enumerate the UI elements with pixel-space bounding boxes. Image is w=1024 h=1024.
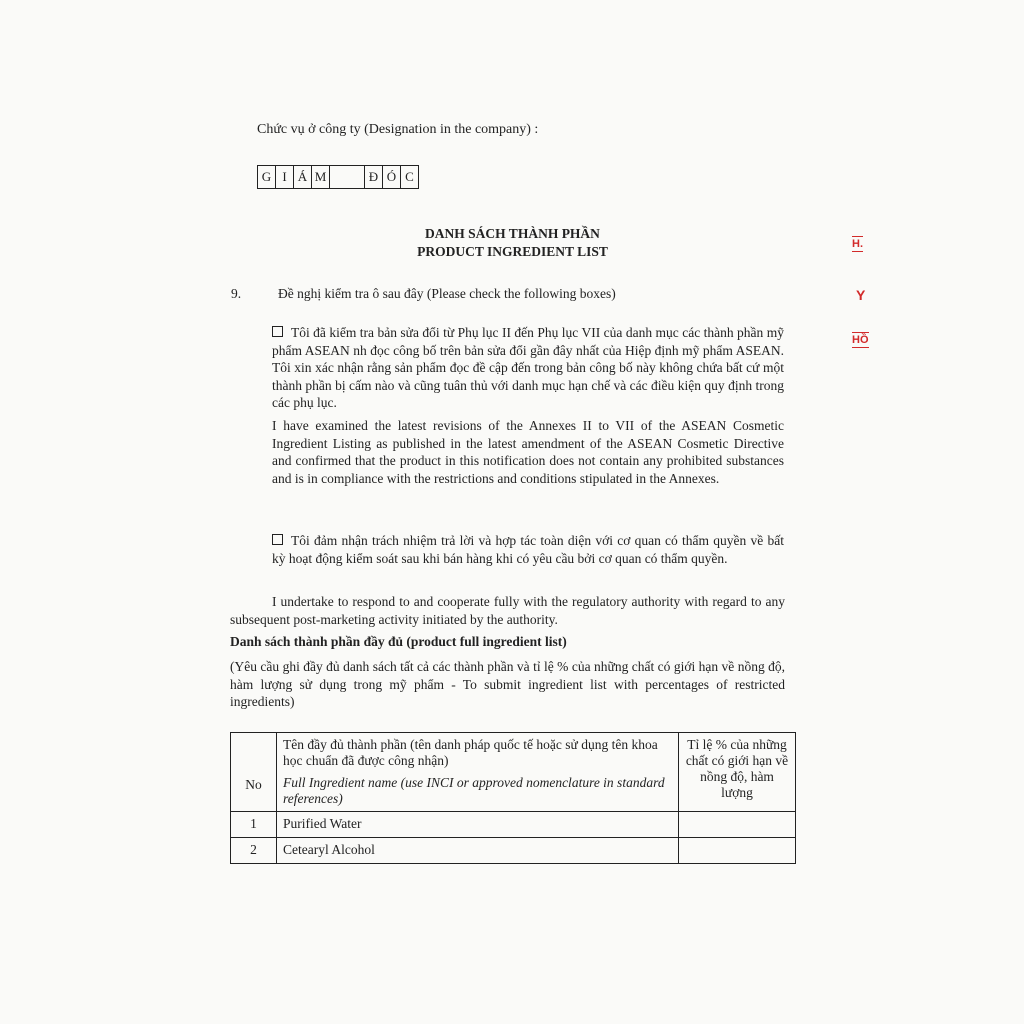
header-pct: Tỉ lệ % của những chất có giới hạn về nồng độ, hàm lượng	[679, 733, 796, 812]
cell-name: Purified Water	[277, 812, 679, 838]
checkbox-statement-1-vi	[272, 324, 784, 412]
table-header-row	[231, 733, 796, 812]
designation-box: G	[258, 166, 276, 188]
full-list-heading: Danh sách thành phần đầy đủ (product full ingredient list)	[230, 634, 567, 649]
header-no: No	[231, 733, 277, 812]
designation-label: Chức vụ ở công ty (Designation in the company) :	[257, 122, 539, 137]
statement-text: Tôi đảm nhận trách nhiệm trả lời và hợp tác toàn diện với cơ quan có thẩm quyền về bất kỳ hoạt động kiểm soát sau khi bán hàng khi có yêu cầu bởi cơ quan có thẩm quyền.	[272, 533, 784, 566]
checkbox-icon[interactable]	[272, 534, 283, 545]
cell-no: 2	[231, 838, 277, 864]
designation-boxes	[257, 165, 419, 189]
checkbox-statement-2-vi	[272, 532, 784, 567]
designation-box: Đ	[365, 166, 383, 188]
item-instruction: Đề nghị kiểm tra ô sau đây (Please check the following boxes)	[278, 286, 616, 301]
cell-no: 1	[231, 812, 277, 838]
section-title-vi: DANH SÁCH THÀNH PHẦN	[425, 226, 600, 241]
cell-pct	[679, 812, 796, 838]
checkbox-statement-1-en: I have examined the latest revisions of the Annexes II to VII of the ASEAN Cosmetic Ingredient Listing as published in the latest amendment of the ASEAN Cosmetic Directive and confirmed that the product in this notification does not contain any prohibited substances and is in compliance with the restrictions and conditions stipulated in the Annexes.	[272, 418, 784, 486]
margin-stamp-mark: HỒ	[852, 334, 869, 346]
designation-box	[330, 166, 365, 188]
header-name-vi: Tên đầy đủ thành phần (tên danh pháp quốc tế hoặc sử dụng tên khoa học chuẩn đã được công nhận)	[283, 737, 658, 768]
section-title-en: PRODUCT INGREDIENT LIST	[417, 244, 608, 259]
margin-stamp-mark: Y	[856, 287, 866, 303]
header-name	[277, 733, 679, 812]
header-name-en: Full Ingredient name (use INCI or approved nomenclature in standard references)	[283, 775, 665, 806]
statement-text: Tôi đã kiểm tra bản sửa đổi từ Phụ lục II đến Phụ lục VII của danh mục các thành phần mỹ phẩm ASEAN nh đọc công bố trên bản sửa đổi gần đây nhất của Hiệp định mỹ phẩm ASEAN. Tôi xin xác nhận rằng sản phẩm đọc đề cập đến trong bản công bố này không chứa bất cứ một thành phần bị cấm nào và cũng tuân thủ với danh mục hạn chế và các điều kiện quy định trong các phụ lục.	[272, 325, 784, 410]
table-row	[231, 812, 796, 838]
checkbox-statement-2-en: I undertake to respond to and cooperate fully with the regulatory authority with regard to any subsequent post-marketing activity initiated by the authority.	[230, 594, 785, 627]
full-list-note: (Yêu cầu ghi đầy đủ danh sách tất cả các thành phần và tỉ lệ % của những chất có giới hạn về nồng độ, hàm lượng sử dụng trong mỹ phẩm - To submit ingredient list with percentages of restricted ingredients)	[230, 659, 785, 709]
checkbox-icon[interactable]	[272, 326, 283, 337]
designation-box: Á	[294, 166, 312, 188]
ingredient-table	[230, 732, 796, 864]
margin-stamp-mark: H.	[852, 238, 863, 250]
designation-box: C	[405, 169, 414, 184]
designation-box: I	[276, 166, 294, 188]
designation-box: M	[312, 166, 330, 188]
cell-name: Cetearyl Alcohol	[277, 838, 679, 864]
table-row	[231, 838, 796, 864]
designation-box: Ó	[383, 166, 401, 188]
cell-pct	[679, 838, 796, 864]
item-number: 9.	[231, 286, 242, 301]
